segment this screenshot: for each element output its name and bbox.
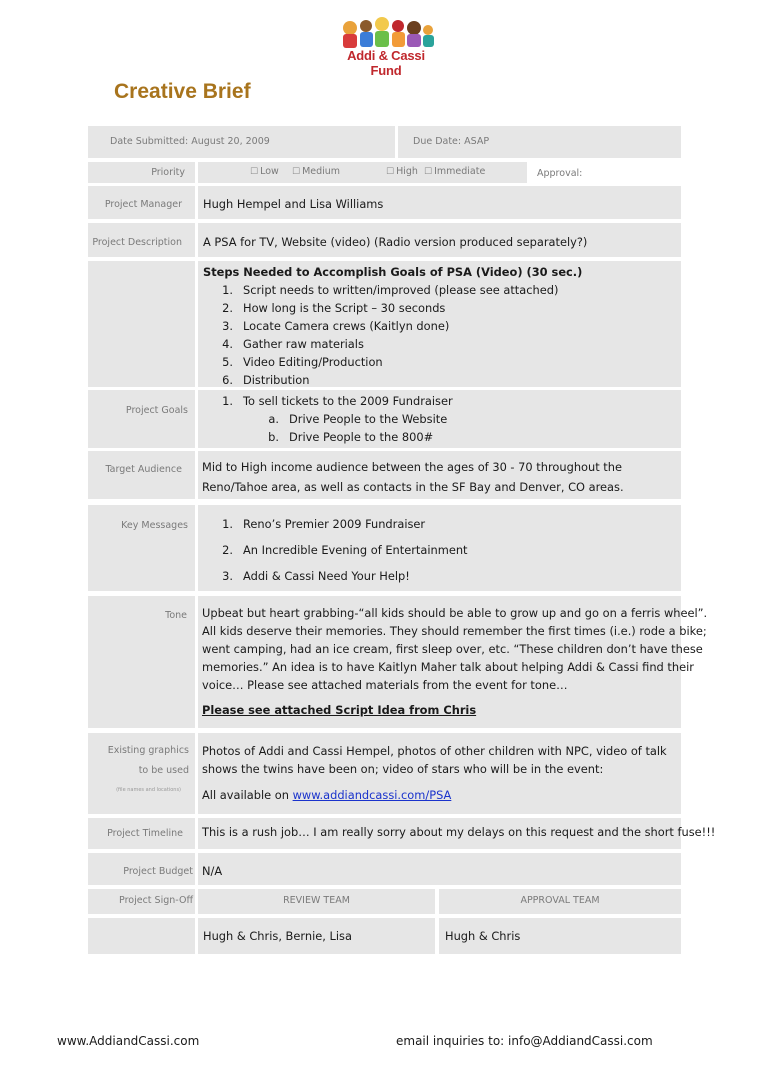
brand-name: Addi & Cassi Fund bbox=[347, 48, 425, 78]
existing-graphics-line: Photos of Addi and Cassi Hempel, photos of other children with NPC, video of talk bbox=[202, 744, 667, 758]
project-manager-value-cell bbox=[198, 186, 681, 219]
project-description-value: A PSA for TV, Website (video) (Radio version produced separately?) bbox=[203, 235, 588, 249]
priority-immediate[interactable]: ☐ Immediate bbox=[424, 163, 485, 181]
project-goals-label: Project Goals bbox=[125, 405, 188, 416]
list-item: a. Drive People to the Website bbox=[268, 412, 448, 426]
list-item: 4. Gather raw materials bbox=[222, 337, 364, 351]
list-item: 3. Locate Camera crews (Kaitlyn done) bbox=[222, 319, 450, 333]
project-manager-value: Hugh Hempel and Lisa Williams bbox=[203, 197, 384, 211]
psa-link[interactable]: www.addiandcassi.com/PSA bbox=[292, 788, 452, 802]
priority-label: Priority bbox=[151, 167, 185, 178]
review-team-value-cell bbox=[198, 918, 435, 954]
signoff-label-cell bbox=[88, 889, 195, 914]
project-budget-value: N/A bbox=[202, 864, 223, 878]
project-description-label-cell bbox=[88, 223, 195, 257]
priority-options-cell bbox=[198, 162, 527, 183]
page-title: Creative Brief bbox=[114, 80, 251, 103]
children-illustration bbox=[330, 14, 442, 50]
approval-team-value: Hugh & Chris bbox=[445, 929, 521, 943]
steps-heading: Steps Needed to Accomplish Goals of PSA (Video) (30 sec.) bbox=[203, 265, 583, 279]
project-manager-label-cell bbox=[88, 186, 195, 219]
list-item: 1. Reno’s Premier 2009 Fundraiser bbox=[222, 517, 426, 531]
project-timeline-cell bbox=[198, 818, 716, 849]
logo bbox=[330, 14, 442, 78]
existing-graphics-available: All available on www.addiandcassi.com/PSA bbox=[202, 788, 452, 802]
due-date-cell bbox=[398, 126, 681, 158]
existing-graphics-cell bbox=[198, 733, 681, 814]
key-messages-label-cell bbox=[88, 505, 195, 591]
checkbox-icon: ☐ bbox=[292, 167, 301, 177]
list-item: 2. An Incredible Evening of Entertainment bbox=[222, 543, 468, 557]
target-audience-line: Reno/Tahoe area, as well as contacts in the SF Bay and Denver, CO areas. bbox=[202, 480, 624, 494]
key-messages-cell bbox=[198, 505, 681, 591]
project-budget-cell bbox=[198, 853, 681, 885]
project-goals-cell bbox=[198, 390, 681, 448]
target-audience-label-cell bbox=[88, 451, 195, 499]
project-description-value-cell bbox=[198, 223, 681, 257]
key-messages-label: Key Messages bbox=[121, 520, 188, 531]
review-team-value: Hugh & Chris, Bernie, Lisa bbox=[203, 929, 352, 943]
checkbox-icon: ☐ bbox=[250, 167, 259, 177]
target-audience-line: Mid to High income audience between the ages of 30 - 70 throughout the bbox=[202, 460, 623, 474]
approval-team-value-cell bbox=[439, 918, 681, 954]
list-item: 5. Video Editing/Production bbox=[222, 355, 383, 369]
project-goals-label-cell bbox=[88, 390, 195, 448]
date-submitted: Date Submitted: August 20, 2009 bbox=[110, 136, 270, 147]
footer-email[interactable]: email inquiries to: info@AddiandCassi.com bbox=[396, 1034, 653, 1048]
checkbox-icon: ☐ bbox=[424, 167, 433, 177]
approval-label: Approval: bbox=[537, 168, 583, 179]
list-item: 2. How long is the Script – 30 seconds bbox=[222, 301, 446, 315]
project-manager-label: Project Manager bbox=[104, 199, 182, 210]
priority-label-cell bbox=[88, 162, 195, 183]
tone-line: voice… Please see attached materials from the event for tone… bbox=[202, 678, 568, 692]
steps-label-cell bbox=[88, 261, 195, 387]
tone-label-cell bbox=[88, 596, 195, 728]
target-audience-label: Target Audience bbox=[105, 464, 182, 475]
priority-medium[interactable]: ☐ Medium bbox=[292, 163, 340, 181]
script-idea-link[interactable]: Please see attached Script Idea from Chris bbox=[202, 703, 477, 717]
review-team-header: REVIEW TEAM bbox=[283, 895, 350, 906]
checkbox-icon: ☐ bbox=[386, 167, 395, 177]
target-audience-cell bbox=[198, 451, 681, 499]
project-timeline-label-cell bbox=[88, 818, 195, 849]
existing-graphics-line: shows the twins have been on; video of stars who will be in the event: bbox=[202, 762, 604, 776]
signoff-label: Project Sign-Off bbox=[119, 895, 193, 906]
tone-cell bbox=[198, 596, 708, 728]
existing-graphics-note: (file names and locations) bbox=[116, 787, 181, 793]
date-submitted-cell bbox=[88, 126, 395, 158]
list-item: 1. Script needs to written/improved (please see attached) bbox=[222, 283, 559, 297]
tone-label: Tone bbox=[165, 610, 187, 621]
due-date: Due Date: ASAP bbox=[413, 136, 490, 147]
tone-line: Upbeat but heart grabbing-“all kids should be able to grow up and go on a ferris wheel”. bbox=[202, 606, 708, 620]
signoff-blank-cell bbox=[88, 918, 195, 954]
existing-graphics-label-cell bbox=[88, 733, 195, 814]
review-team-header-cell bbox=[198, 889, 435, 914]
list-item: b. Drive People to the 800# bbox=[268, 430, 434, 444]
tone-line: All kids deserve their memories. They should remember the first times (i.e.) rode a bike; bbox=[202, 624, 707, 638]
tone-line: memories.” An idea is to have Kaitlyn Maher talk about helping Addi & Cassi find their bbox=[202, 660, 694, 674]
approval-team-header-cell bbox=[439, 889, 681, 914]
list-item: 6. Distribution bbox=[222, 373, 310, 387]
project-timeline-label: Project Timeline bbox=[107, 828, 183, 839]
approval-team-header: APPROVAL TEAM bbox=[520, 895, 600, 906]
project-budget-label: Project Budget bbox=[123, 866, 193, 877]
footer-website[interactable]: www.AddiandCassi.com bbox=[57, 1034, 200, 1048]
priority-low[interactable]: ☐ Low bbox=[250, 163, 279, 181]
existing-graphics-label-2: to be used bbox=[138, 765, 189, 776]
project-description-label: Project Description bbox=[92, 237, 182, 248]
tone-line: went camping, had an ice cream, first sleep over, etc. “These children don’t have these bbox=[202, 642, 703, 656]
list-item: 3. Addi & Cassi Need Your Help! bbox=[222, 569, 410, 583]
priority-high[interactable]: ☐ High bbox=[386, 163, 418, 181]
steps-cell bbox=[198, 261, 681, 387]
project-budget-label-cell bbox=[88, 853, 195, 885]
existing-graphics-label: Existing graphics bbox=[107, 745, 189, 756]
list-item: 1. To sell tickets to the 2009 Fundraiser bbox=[222, 394, 453, 408]
project-timeline-value: This is a rush job… I am really sorry about my delays on this request and the short fuse!!! bbox=[202, 825, 716, 839]
